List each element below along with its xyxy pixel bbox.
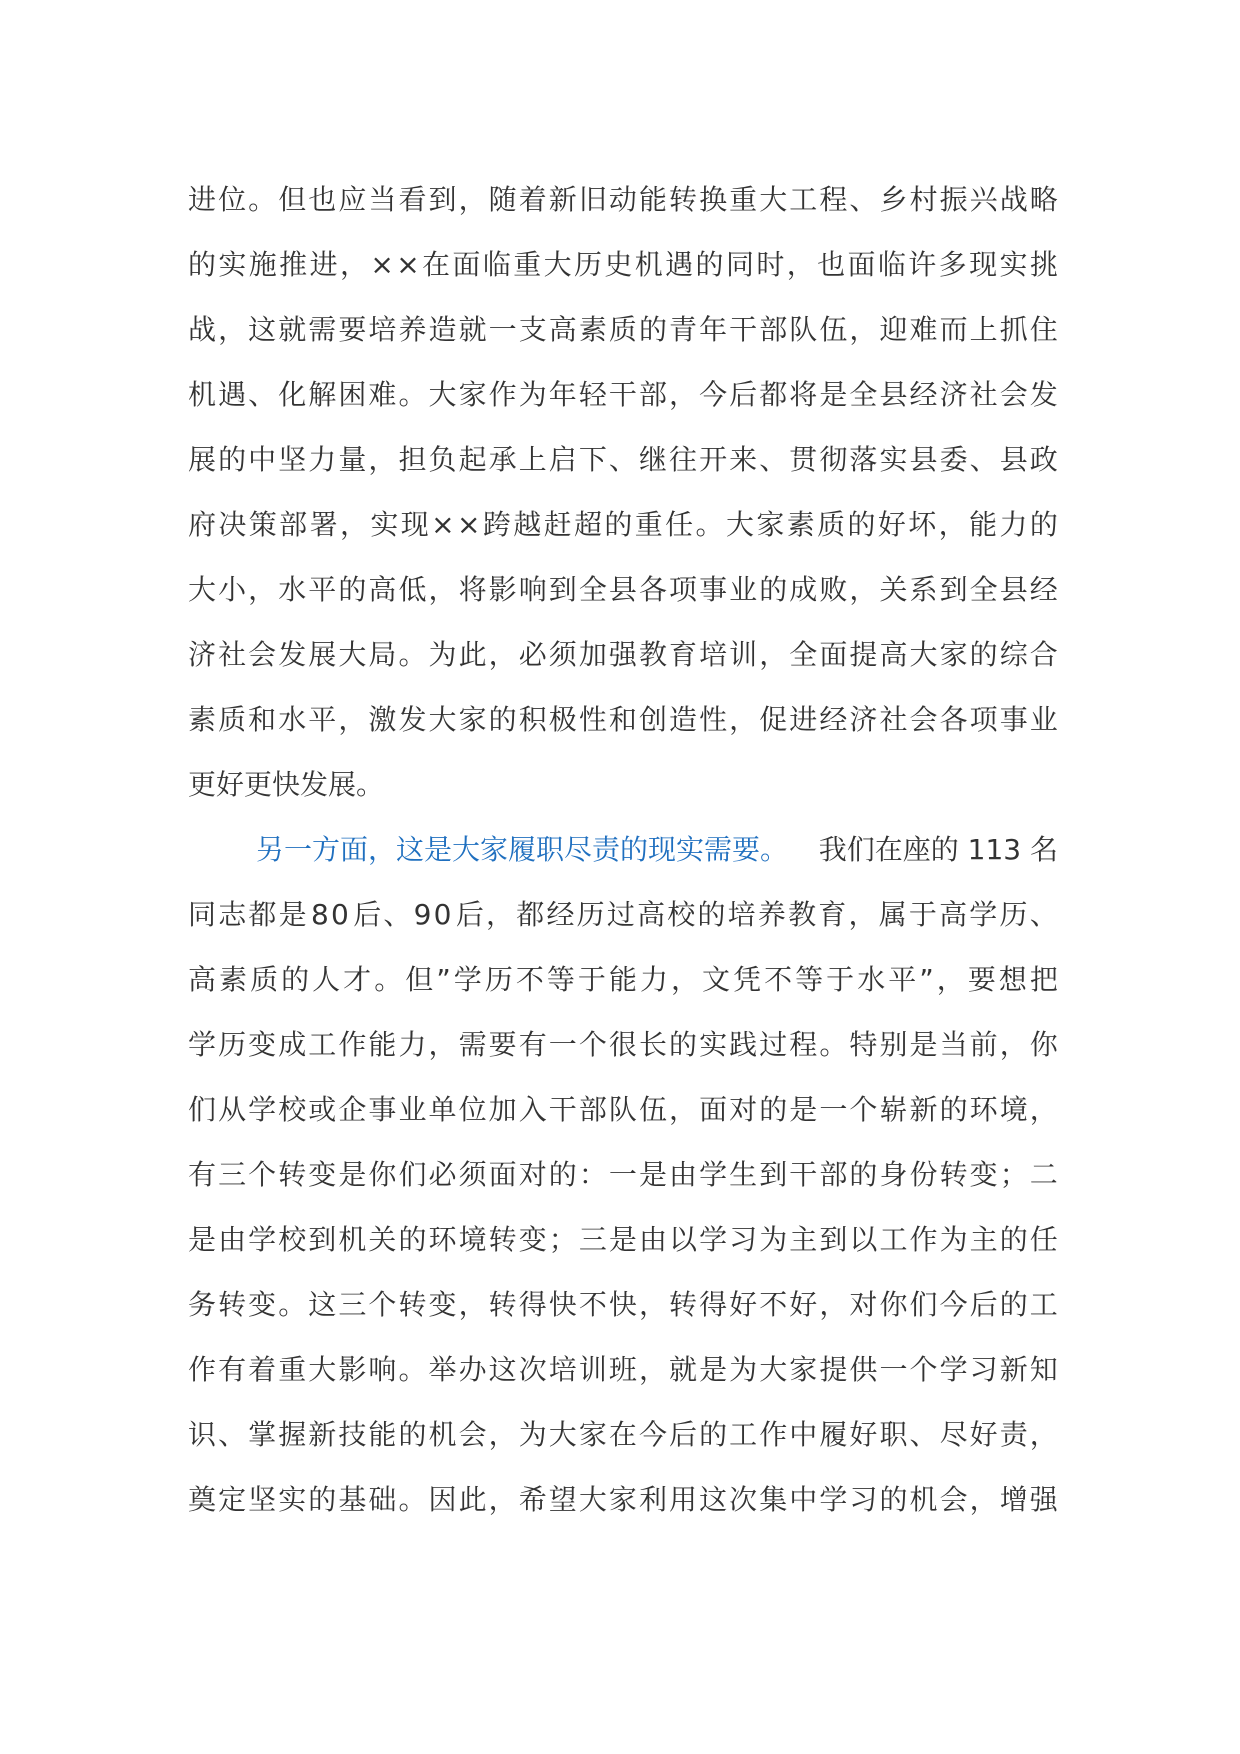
text-line: 学 历 变 成 工 作 能 力 ， 需 要 有 一 个 很 长 的 实 践 过 程 。 特 别 是 当 前 ， 你 xyxy=(188,1028,1058,1061)
text-line: 奠 定 坚 实 的 基 础 。 因 此 ， 希 望 大 家 利 用 这 次 集 中 学 习 的 机 会 ， 增 强 xyxy=(188,1483,1058,1516)
text-line: 的 实 施 推 进 ， × × 在 面 临 重 大 历 史 机 遇 的 同 时 ， 也 面 临 许 多 现 实 挑 xyxy=(188,248,1058,281)
text-line: 机 遇 、 化 解 困 难 。 大 家 作 为 年 轻 干 部 ， 今 后 都 将 是 全 县 经 济 社 会 发 xyxy=(188,378,1058,411)
text-line: 府 决 策 部 署 ， 实 现 × × 跨 越 赶 超 的 重 任 。 大 家 素 质 的 好 坏 ， 能 力 的 xyxy=(188,508,1058,541)
text-line: 同 志 都 是 8 0 后 、 9 0 后 ， 都 经 历 过 高 校 的 培 养 教 育 ， 属 于 高 学 历 、 xyxy=(188,898,1058,931)
text-line: 素 质 和 水 平 ， 激 发 大 家 的 积 极 性 和 创 造 性 ， 促 进 经 济 社 会 各 项 事 业 xyxy=(188,703,1058,736)
section-heading: 另一方面，这是大家履职尽责的现实需要。 xyxy=(256,833,789,866)
text-line: 作 有 着 重 大 影 响 。 举 办 这 次 培 训 班 ， 就 是 为 大 家 提 供 一 个 学 习 新 知 xyxy=(188,1353,1058,1386)
text-line: 大 小 ， 水 平 的 高 低 ， 将 影 响 到 全 县 各 项 事 业 的 成 败 ， 关 系 到 全 县 经 xyxy=(188,573,1058,606)
text-line: 展 的 中 坚 力 量 ， 担 负 起 承 上 启 下 、 继 往 开 来 、 贯 彻 落 实 县 委 、 县 政 xyxy=(188,443,1058,476)
paragraph-heading-line xyxy=(188,817,1058,882)
text-line: 济 社 会 发 展 大 局 。 为 此 ， 必 须 加 强 教 育 培 训 ， 全 面 提 高 大 家 的 综 合 xyxy=(188,638,1058,671)
body-text xyxy=(188,167,1058,1532)
text-line: 高 素 质 的 人 才 。 但 ” 学 历 不 等 于 能 力 ， 文 凭 不 等 于 水 平 ” ， 要 想 把 xyxy=(188,963,1058,996)
text-line: 是 由 学 校 到 机 关 的 环 境 转 变 ； 三 是 由 以 学 习 为 主 到 以 工 作 为 主 的 任 xyxy=(188,1223,1058,1256)
text-line: 们 从 学 校 或 企 事 业 单 位 加 入 干 部 队 伍 ， 面 对 的 是 一 个 崭 新 的 环 境 ， xyxy=(188,1093,1058,1126)
heading-line-rest: 我们在座的 113 名 xyxy=(818,833,1058,866)
text-line: 战 ， 这 就 需 要 培 养 造 就 一 支 高 素 质 的 青 年 干 部 队 伍 ， 迎 难 而 上 抓 住 xyxy=(188,313,1058,346)
text-line: 识 、 掌 握 新 技 能 的 机 会 ， 为 大 家 在 今 后 的 工 作 中 履 好 职 、 尽 好 责 ， xyxy=(188,1418,1058,1451)
text-line: 有 三 个 转 变 是 你 们 必 须 面 对 的 ： 一 是 由 学 生 到 干 部 的 身 份 转 变 ； 二 xyxy=(188,1158,1058,1191)
text-line: 更好更快发展。 xyxy=(188,768,385,801)
text-line: 进 位 。 但 也 应 当 看 到 ， 随 着 新 旧 动 能 转 换 重 大 工 程 、 乡 村 振 兴 战 略 xyxy=(188,183,1058,216)
text-line: 务 转 变 。 这 三 个 转 变 ， 转 得 快 不 快 ， 转 得 好 不 好 ， 对 你 们 今 后 的 工 xyxy=(188,1288,1058,1321)
